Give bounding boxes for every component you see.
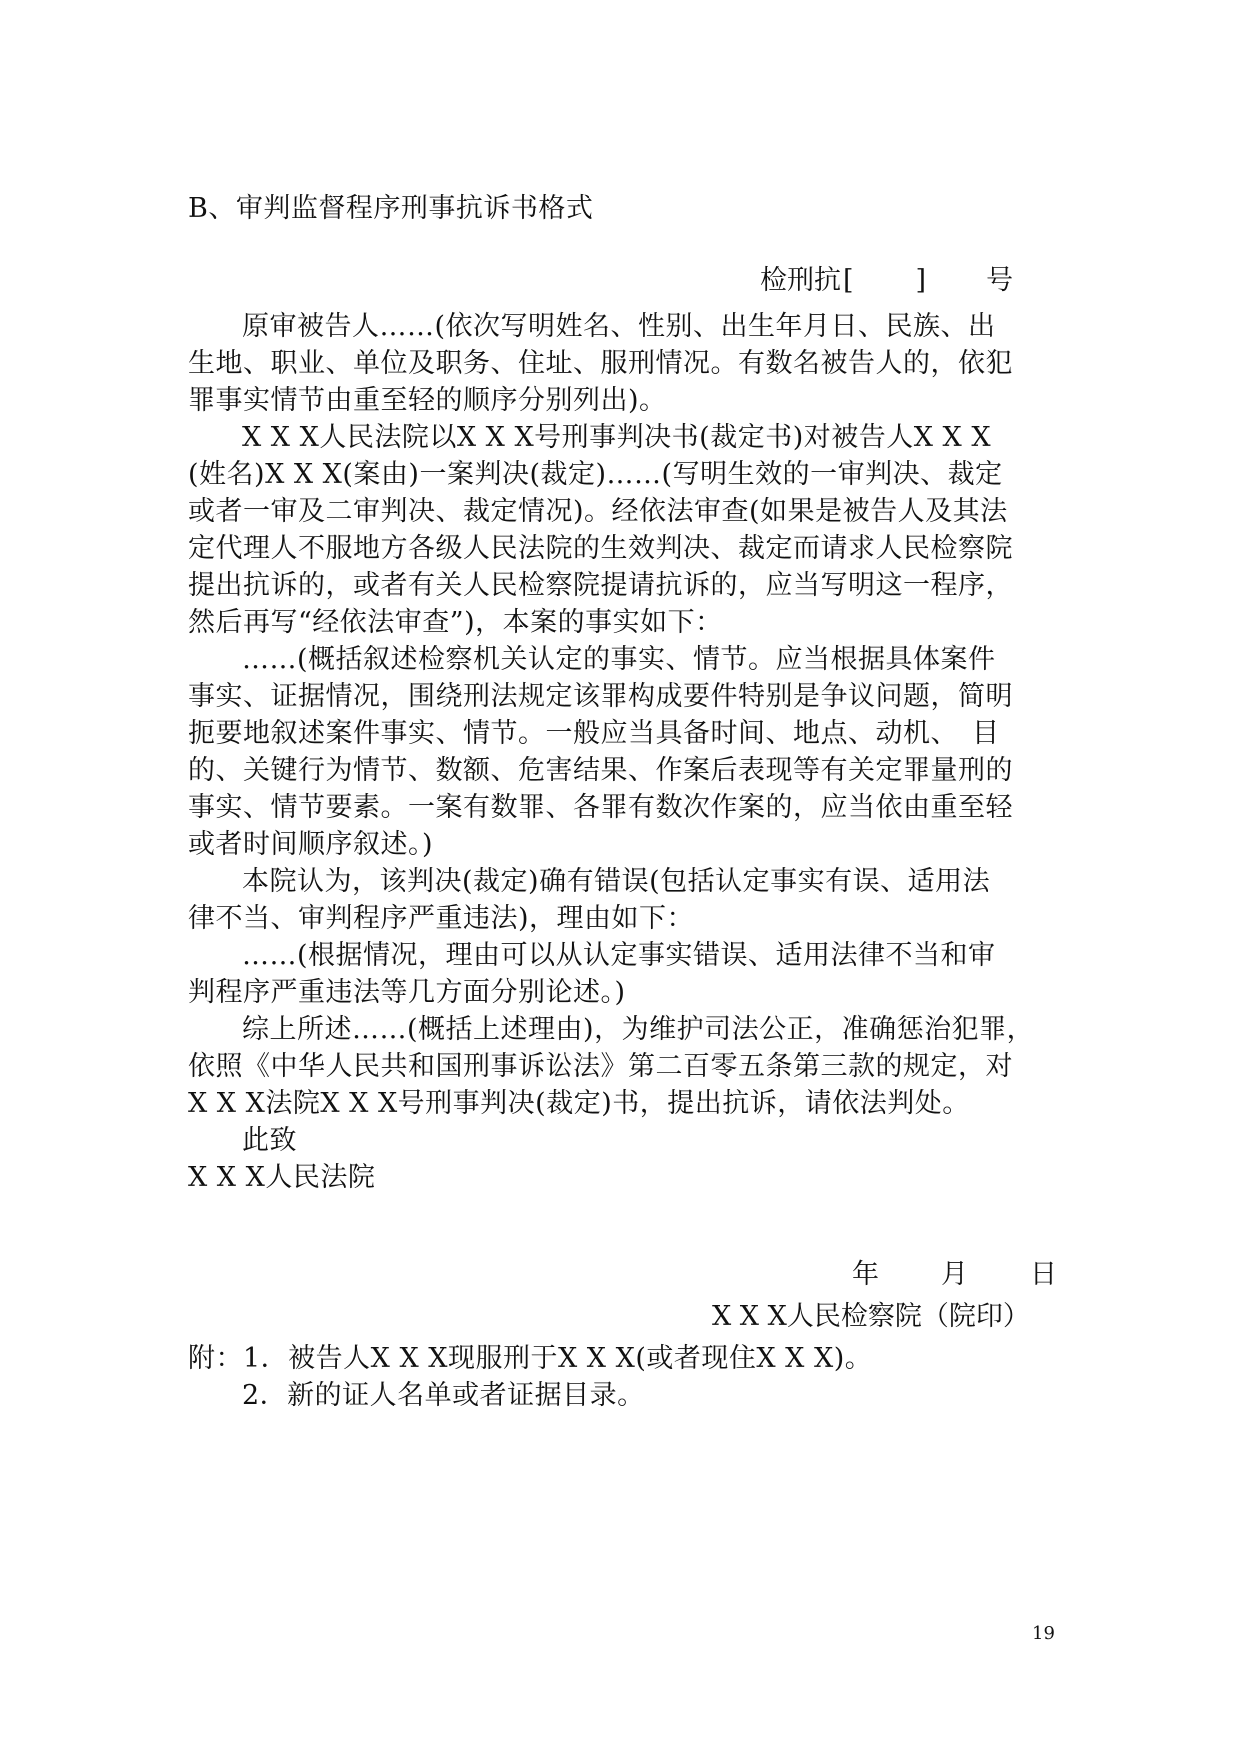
case-number xyxy=(760,262,1013,300)
body-line: 律不当、审判程序严重违法)，理由如下： xyxy=(188,903,695,934)
body-line: ……(概括叙述检察机关认定的事实、情节。应当根据具体案件 xyxy=(242,644,996,675)
case-number-suffix: 号 xyxy=(986,265,1014,296)
body-line: 的、关键行为情节、数额、危害结果、作案后表现等有关定罪量刑的 xyxy=(188,755,1013,786)
body-line: 定代理人不服地方各级人民法院的生效判决、裁定而请求人民检察院 xyxy=(188,533,1013,564)
signature: X X X人民检察院（院印） xyxy=(712,1301,1030,1332)
body-line: 或者一审及二审判决、裁定情况)。经依法审查(如果是被告人及其法 xyxy=(188,496,1008,527)
date-month: 月 xyxy=(941,1259,968,1290)
body-line: 本院认为，该判决(裁定)确有错误(包括认定事实有误、适用法 xyxy=(242,866,991,897)
attachment-item: 附：1．被告人X X X现服刑于X X X(或者现住X X X)。 xyxy=(188,1343,873,1374)
body-line: 事实、情节要素。一案有数罪、各罪有数次作案的，应当依由重至轻 xyxy=(188,792,1013,823)
body-line: 原审被告人……(依次写明姓名、性别、出生年月日、民族、出 xyxy=(242,311,996,342)
body-line: 判程序严重违法等几方面分别论述。) xyxy=(188,977,626,1008)
body-line: 事实、证据情况，围绕刑法规定该罪构成要件特别是争议问题，简明 xyxy=(188,681,1013,712)
body-line: 依照《中华人民共和国刑事诉讼法》第二百零五条第三款的规定，对 xyxy=(188,1051,1013,1082)
recipient: X X X人民法院 xyxy=(188,1162,376,1193)
body-line: 提出抗诉的，或者有关人民检察院提请抗诉的，应当写明这一程序， xyxy=(188,570,1013,601)
body-line: 生地、职业、单位及职务、住址、服刑情况。有数名被告人的，依犯 xyxy=(188,348,1013,379)
body-line: 综上所述……(概括上述理由)，为维护司法公正，准确惩治犯罪， xyxy=(242,1014,1035,1045)
date-line xyxy=(852,1256,1057,1294)
page-number: 19 xyxy=(1032,1623,1055,1644)
body-line: (姓名)X X X(案由)一案判决(裁定)……(写明生效的一审判决、裁定 xyxy=(188,459,1003,490)
case-number-prefix: 检刑抗 xyxy=(760,265,841,296)
date-day: 日 xyxy=(1030,1259,1057,1290)
case-number-bracket-open: [ xyxy=(843,265,854,296)
body-line: 然后再写“经依法审查”)，本案的事实如下： xyxy=(188,607,723,638)
body-line: ……(根据情况，理由可以从认定事实错误、适用法律不当和审 xyxy=(242,940,996,971)
body-line: X X X法院X X X号刑事判决(裁定)书，提出抗诉，请依法判处。 xyxy=(188,1088,970,1119)
body-line: 或者时间顺序叙述。) xyxy=(188,829,434,860)
document-title: B、审判监督程序刑事抗诉书格式 xyxy=(188,193,594,224)
date-year: 年 xyxy=(852,1259,879,1290)
body-line: X X X人民法院以X X X号刑事判决书(裁定书)对被告人X X X xyxy=(242,422,992,453)
body-line: 罪事实情节由重至轻的顺序分别列出)。 xyxy=(188,385,667,416)
salutation: 此致 xyxy=(242,1125,297,1156)
attachment-item: 2．新的证人名单或者证据目录。 xyxy=(242,1380,645,1411)
body-line: 扼要地叙述案件事实、情节。一般应当具备时间、地点、动机、 目 xyxy=(188,718,1000,749)
case-number-bracket-close: ] xyxy=(915,265,927,296)
